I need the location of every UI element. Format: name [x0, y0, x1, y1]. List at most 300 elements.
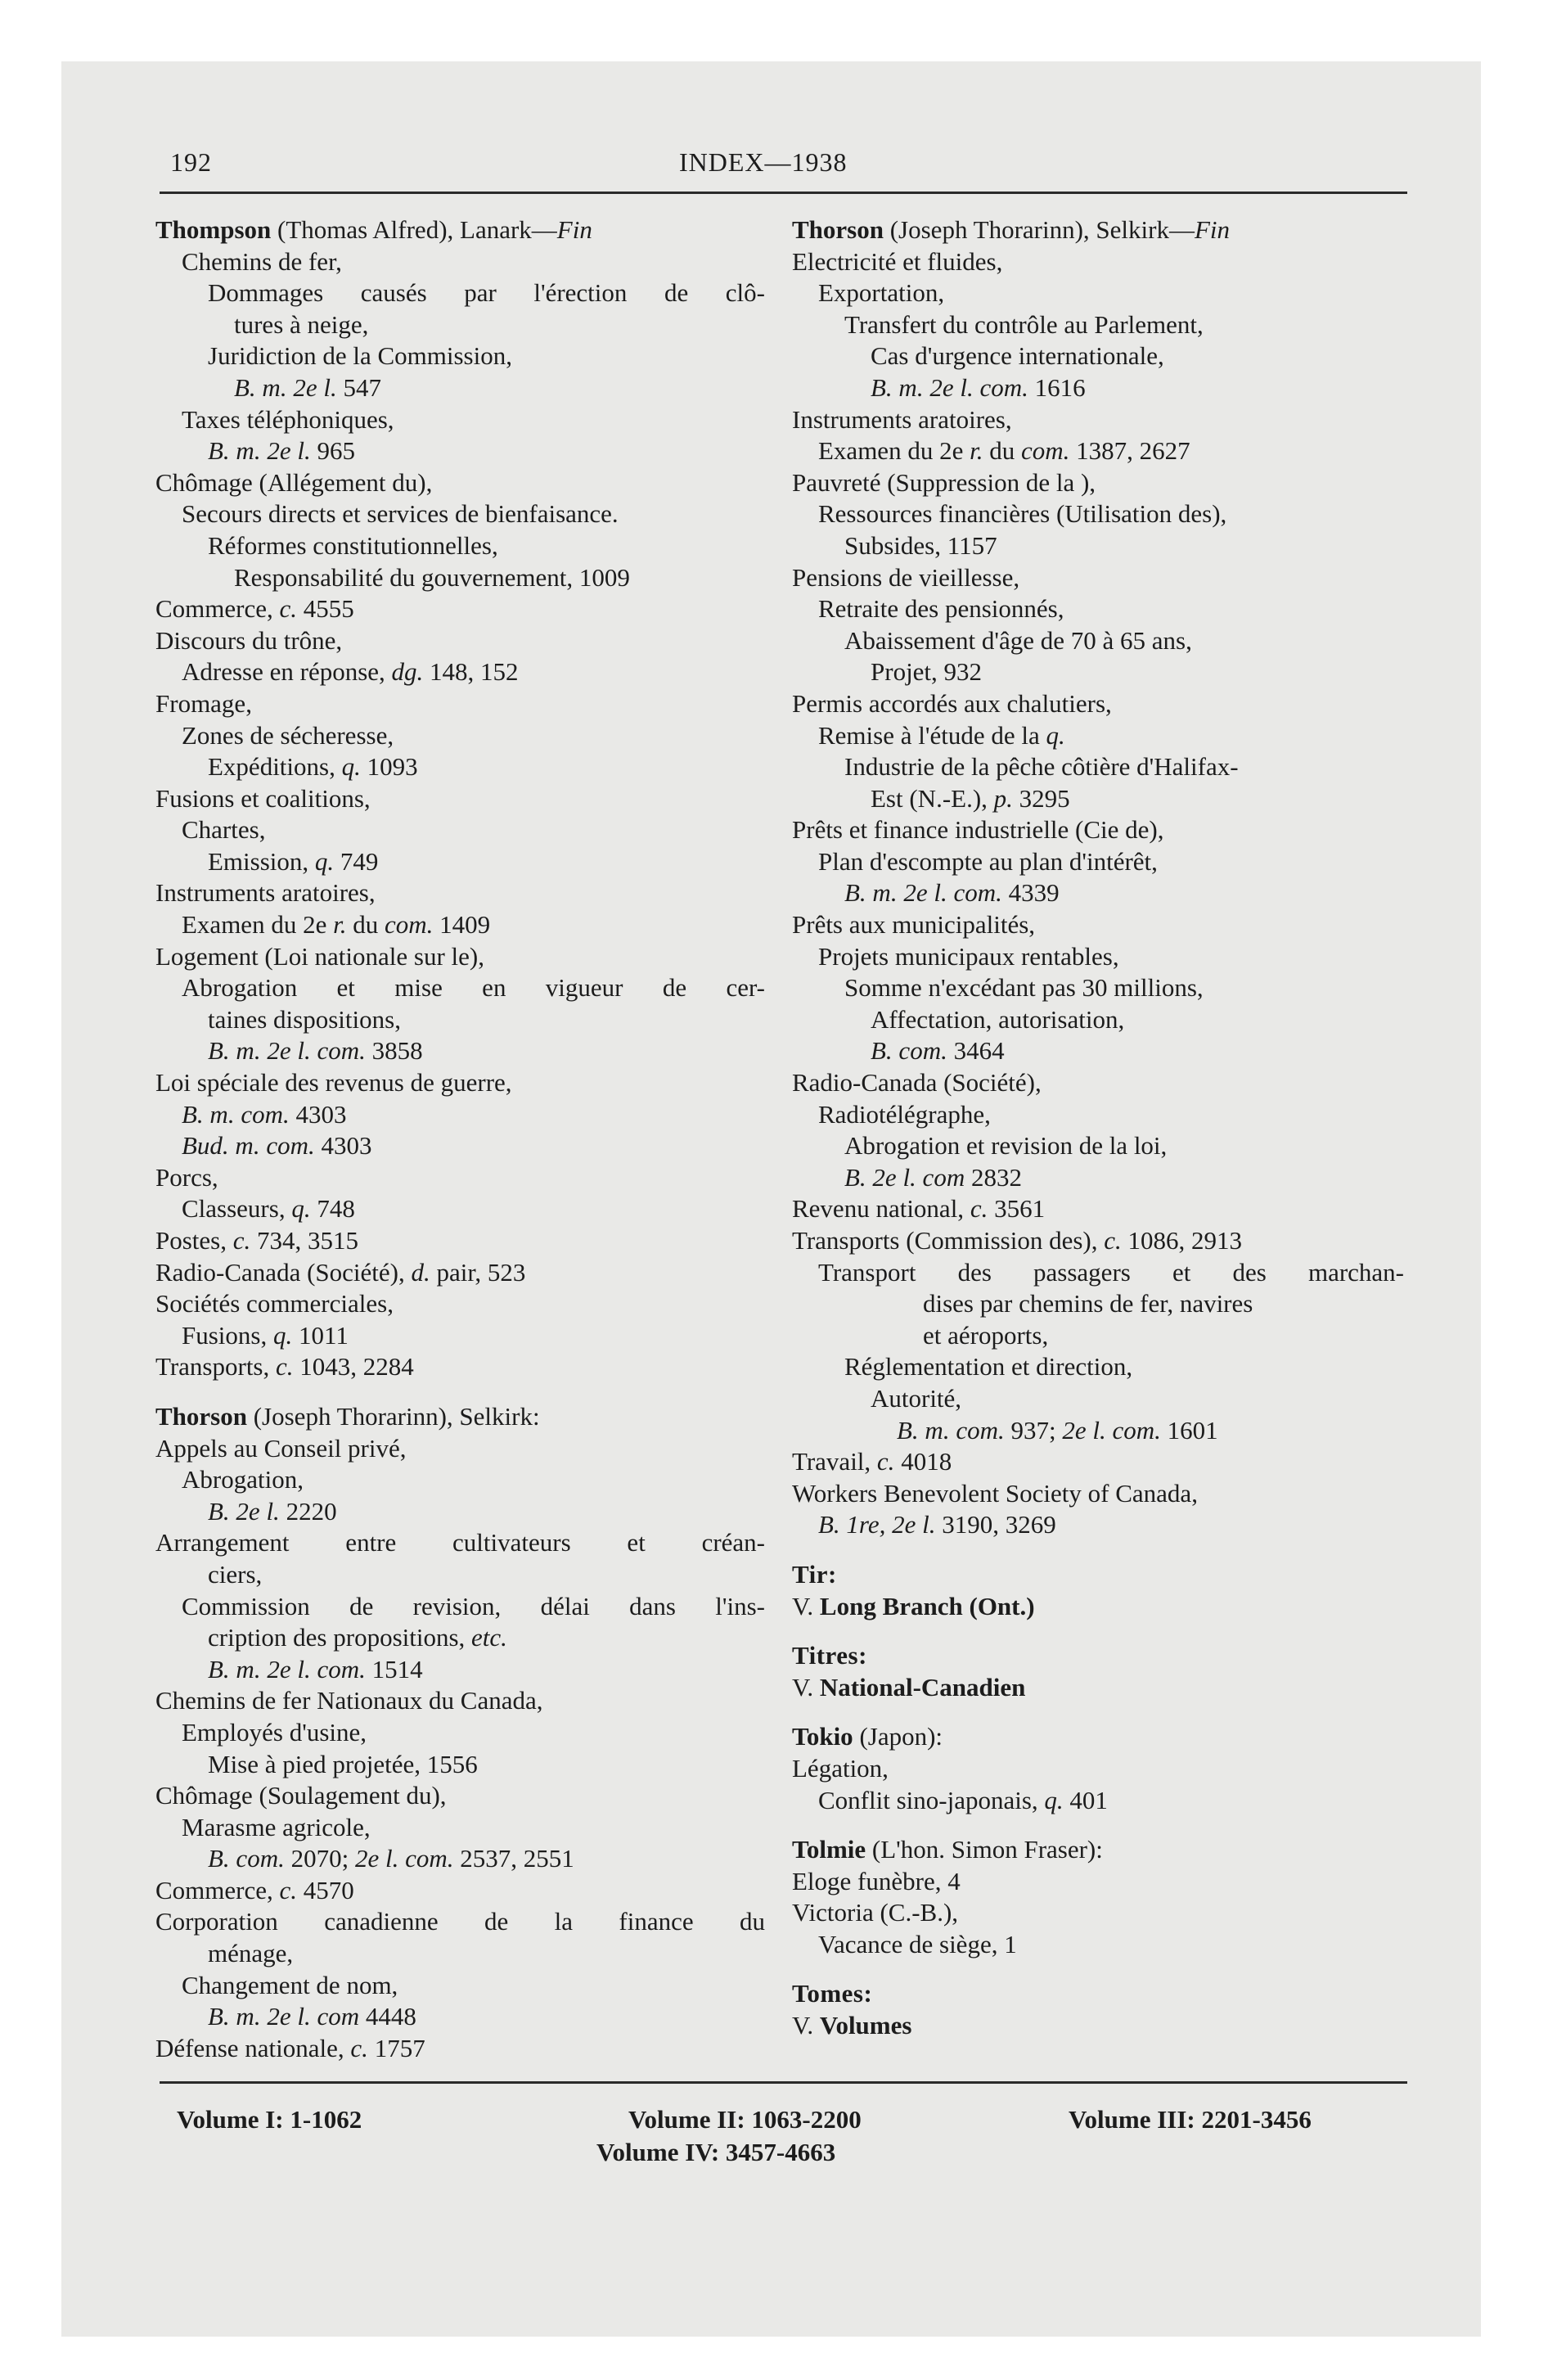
- index-line: [792, 1929, 1404, 1961]
- index-text: Eloge funèbre, 4: [792, 1866, 961, 1895]
- index-text: B. m. 2e l.: [234, 372, 337, 402]
- index-line: [155, 1320, 765, 1352]
- index-text: Conflit sino-japonais,: [818, 1785, 1045, 1814]
- index-page-ref: 1086, 2913: [1121, 1226, 1242, 1255]
- index-cross-reference: National-Canadien: [819, 1672, 1026, 1702]
- index-abbrev: c.: [279, 594, 298, 624]
- index-page-ref: 1043, 2284: [293, 1352, 414, 1382]
- index-line: [792, 846, 1404, 878]
- index-line: [155, 814, 765, 846]
- index-text: Commission de revision, délai dans l'ins-: [182, 1591, 765, 1620]
- index-line: [155, 1559, 765, 1591]
- index-text: Réformes constitutionnelles,: [208, 530, 498, 560]
- index-text: Examen du 2e: [818, 436, 970, 466]
- index-line: [792, 593, 1404, 625]
- index-line: [792, 2010, 1404, 2042]
- index-page-ref: 1011: [292, 1320, 349, 1350]
- index-text: B. com.: [208, 1844, 285, 1873]
- index-heading-detail: (L'hon. Simon Fraser):: [866, 1835, 1103, 1864]
- index-text: Remise à l'étude de la: [818, 720, 1046, 750]
- index-line: [792, 498, 1404, 530]
- index-text: Abaissement d'âge de 70 à 65 ans,: [844, 625, 1192, 655]
- index-text: Emission,: [208, 846, 315, 876]
- index-text: Industrie de la pêche côtière d'Halifax-: [844, 752, 1239, 782]
- index-line: [792, 751, 1404, 783]
- index-abbrev: com.: [1020, 436, 1070, 466]
- index-line: [155, 1685, 765, 1717]
- index-heading-name: Thorson: [792, 215, 884, 244]
- index-page-ref: 2537, 2551: [453, 1844, 574, 1873]
- index-text: B. m. 2e l. com.: [871, 372, 1028, 402]
- index-line: [155, 909, 765, 941]
- index-text: Secours directs et services de bienfaisance.: [182, 499, 619, 529]
- entry-spacer: [792, 1541, 1404, 1559]
- index-text: Pensions de vieillesse,: [792, 562, 1020, 592]
- index-page-ref: 1093: [360, 752, 418, 782]
- index-abbrev: r.: [333, 910, 347, 940]
- index-line: [155, 1067, 765, 1099]
- index-line: [155, 2033, 765, 2065]
- index-line: [155, 1843, 765, 1875]
- index-line: [155, 467, 765, 499]
- index-page-ref: 2070;: [284, 1844, 355, 1873]
- index-text: Instruments aratoires,: [155, 878, 376, 908]
- index-line: [155, 941, 765, 973]
- index-text: Prêts et finance industrielle (Cie de),: [792, 815, 1164, 845]
- index-line: [792, 1162, 1404, 1194]
- index-line: [155, 1622, 765, 1654]
- index-line: [155, 688, 765, 720]
- index-text: Permis accordés aux chalutiers,: [792, 688, 1112, 718]
- index-abbrev: com.: [384, 910, 434, 940]
- index-heading-name: Thorson: [155, 1401, 247, 1431]
- index-heading-detail: (Japon):: [853, 1722, 943, 1751]
- footer-rule: [160, 2081, 1407, 2084]
- index-text: Radiotélégraphe,: [818, 1099, 991, 1129]
- index-line: [792, 941, 1404, 973]
- index-line: [792, 309, 1404, 341]
- index-line: [155, 1130, 765, 1162]
- index-continued-mark: Fin: [1194, 215, 1231, 244]
- index-line: [792, 877, 1404, 909]
- index-page-ref: 965: [310, 436, 355, 466]
- index-line: [155, 877, 765, 909]
- index-text: Exportation,: [818, 278, 945, 308]
- page-number: 192: [170, 147, 212, 177]
- index-heading: Titres:: [792, 1641, 867, 1670]
- index-text: Postes,: [155, 1226, 233, 1255]
- index-text: V.: [792, 1672, 820, 1702]
- index-abbrev: q.: [272, 1320, 293, 1350]
- index-abbrev: r.: [970, 436, 983, 466]
- index-text: Appels au Conseil privé,: [155, 1433, 407, 1463]
- index-text: Classeurs,: [182, 1194, 292, 1224]
- index-abbrev: 2e l. com.: [1062, 1415, 1161, 1445]
- index-text: Retraite des pensionnés,: [818, 594, 1064, 624]
- index-line: [792, 467, 1404, 499]
- index-abbrev: q.: [314, 846, 335, 876]
- index-page-ref: 4018: [894, 1447, 952, 1476]
- index-page-ref: 1616: [1028, 372, 1086, 402]
- index-text: Chemins de fer,: [182, 246, 342, 276]
- index-line: [155, 720, 765, 752]
- index-text: du: [346, 910, 385, 940]
- index-line: [155, 593, 765, 625]
- index-text: Transfert du contrôle au Parlement,: [844, 309, 1204, 339]
- index-line: [792, 340, 1404, 372]
- index-line: [155, 1288, 765, 1320]
- index-line: [792, 1446, 1404, 1478]
- index-line: [155, 1035, 765, 1067]
- index-heading-name: Tokio: [792, 1722, 853, 1751]
- index-line: [792, 1383, 1404, 1415]
- index-abbrev: d.: [411, 1257, 430, 1287]
- index-line: [792, 404, 1404, 436]
- index-heading: Tir:: [792, 1559, 837, 1589]
- index-text: B. m. com.: [897, 1415, 1005, 1445]
- index-line: [792, 1193, 1404, 1225]
- index-page-ref: 4570: [297, 1875, 354, 1904]
- index-text: Cas d'urgence internationale,: [871, 341, 1164, 371]
- index-line: [155, 404, 765, 436]
- index-page-ref: 547: [336, 372, 381, 402]
- index-line: [155, 1938, 765, 1970]
- index-text: B. 1re, 2e l.: [818, 1510, 936, 1539]
- index-heading: Tomes:: [792, 1979, 873, 2008]
- footer-volume-4: Volume IV: 3457-4663: [596, 2138, 836, 2166]
- index-line: [155, 1654, 765, 1686]
- index-text: Instruments aratoires,: [792, 404, 1012, 434]
- index-line: [792, 1415, 1404, 1447]
- index-line: [155, 656, 765, 688]
- index-text: Adresse en réponse,: [182, 657, 392, 687]
- index-abbrev: 2e l. com.: [354, 1844, 454, 1873]
- index-text: tures à neige,: [234, 309, 369, 339]
- index-line: [792, 1834, 1404, 1866]
- index-text: Légation,: [792, 1753, 889, 1783]
- index-page-ref: 148, 152: [423, 657, 519, 687]
- index-line: [792, 1640, 1404, 1672]
- index-column-left: [155, 214, 765, 2064]
- index-line: [155, 751, 765, 783]
- index-text: Chemins de fer Nationaux du Canada,: [155, 1686, 543, 1715]
- index-page-ref: 1387, 2627: [1069, 436, 1190, 466]
- index-text: B. m. 2e l. com.: [208, 1036, 366, 1066]
- index-line: [792, 1288, 1404, 1320]
- index-page-ref: 1757: [367, 2033, 425, 2062]
- index-page-ref: 734, 3515: [250, 1226, 359, 1255]
- index-text: V.: [792, 1591, 820, 1620]
- index-page-ref: 2832: [965, 1162, 1022, 1192]
- index-line: [155, 1351, 765, 1383]
- index-text: Fusions,: [182, 1320, 273, 1350]
- index-page-ref: 401: [1063, 1785, 1108, 1814]
- index-text: Expéditions,: [208, 752, 342, 782]
- index-line: [155, 2001, 765, 2033]
- index-text: Chartes,: [182, 815, 266, 845]
- index-line: [155, 783, 765, 815]
- entry-spacer: [155, 1383, 765, 1401]
- index-continued-mark: Fin: [556, 215, 592, 244]
- index-line: [792, 814, 1404, 846]
- index-line: [792, 688, 1404, 720]
- index-line: [155, 1193, 765, 1225]
- index-text: Loi spéciale des revenus de guerre,: [155, 1068, 512, 1098]
- footer-volume-3: Volume III: 2201-3456: [1069, 2105, 1312, 2134]
- index-line: [792, 1225, 1404, 1257]
- index-text: Sociétés commerciales,: [155, 1289, 394, 1318]
- index-text: Electricité et fluides,: [792, 246, 1003, 276]
- index-line: [792, 1978, 1404, 2010]
- index-text: Abrogation,: [182, 1465, 304, 1494]
- index-text: Transports,: [155, 1352, 276, 1382]
- index-line: [155, 340, 765, 372]
- index-text: Défense nationale,: [155, 2033, 351, 2062]
- index-line: [792, 1672, 1404, 1704]
- index-page-ref: 3464: [947, 1036, 1005, 1066]
- index-text: Est (N.-E.),: [871, 783, 994, 813]
- index-line: [155, 1717, 765, 1749]
- running-head: [106, 147, 1415, 180]
- index-abbrev: q.: [291, 1194, 311, 1224]
- index-text: Responsabilité du gouvernement, 1009: [234, 562, 630, 592]
- index-text: Employés d'usine,: [182, 1717, 367, 1747]
- index-text: Changement de nom,: [182, 1970, 398, 1999]
- index-page-ref: 4303: [314, 1131, 372, 1161]
- index-text: Subsides, 1157: [844, 530, 997, 560]
- index-line: [792, 1753, 1404, 1785]
- index-heading-name: Thompson: [155, 215, 272, 244]
- index-line: [155, 972, 765, 1004]
- index-page-ref: 748: [310, 1194, 355, 1224]
- index-line: [155, 562, 765, 594]
- index-text: Logement (Loi nationale sur le),: [155, 941, 485, 971]
- index-line: [792, 972, 1404, 1004]
- index-text: Réglementation et direction,: [844, 1352, 1133, 1382]
- index-line: [155, 214, 765, 246]
- index-page-ref: 1409: [433, 910, 491, 940]
- index-page-ref: 2220: [279, 1496, 337, 1526]
- index-text: Taxes téléphoniques,: [182, 404, 394, 434]
- index-text: ménage,: [208, 1939, 294, 1968]
- index-column-right: [792, 214, 1404, 2042]
- index-heading-name: Tolmie: [792, 1835, 866, 1864]
- index-abbrev: q.: [1046, 720, 1065, 750]
- index-line: [155, 625, 765, 657]
- index-text: Mise à pied projetée, 1556: [208, 1749, 478, 1778]
- index-text: Radio-Canada (Société),: [155, 1257, 412, 1287]
- index-line: [792, 1721, 1404, 1753]
- index-text: et aéroports,: [923, 1320, 1049, 1350]
- index-page-ref: 4448: [359, 2002, 416, 2031]
- index-page-ref: pair, 523: [430, 1257, 526, 1287]
- index-heading-detail: (Joseph Thorarinn), Selkirk—: [883, 215, 1195, 244]
- index-abbrev: c.: [1104, 1226, 1122, 1255]
- footer-volume-1: Volume I: 1-1062: [177, 2105, 362, 2134]
- index-text: Abrogation et mise en vigueur de cer-: [182, 973, 765, 1003]
- index-line: [792, 1130, 1404, 1162]
- index-text: Transports (Commission des),: [792, 1226, 1105, 1255]
- index-text: Arrangement entre cultivateurs et créan-: [155, 1528, 765, 1557]
- index-line: [155, 309, 765, 341]
- index-text: Autorité,: [871, 1383, 962, 1413]
- index-line: [155, 1162, 765, 1194]
- index-text: Commerce,: [155, 1875, 280, 1904]
- index-text: dises par chemins de fer, navires: [923, 1289, 1253, 1318]
- index-line: [792, 656, 1404, 688]
- index-text: Plan d'escompte au plan d'intérêt,: [818, 846, 1158, 876]
- index-abbrev: c.: [970, 1194, 988, 1224]
- index-line: [792, 1478, 1404, 1510]
- entry-spacer: [792, 1960, 1404, 1978]
- index-page-ref: 3561: [988, 1194, 1046, 1224]
- index-page-ref: 4303: [289, 1099, 347, 1129]
- index-text: Corporation canadienne de la finance du: [155, 1907, 765, 1936]
- index-line: [792, 1320, 1404, 1352]
- index-line: [155, 1970, 765, 2002]
- index-line: [155, 372, 765, 404]
- index-text: Somme n'excédant pas 30 millions,: [844, 973, 1204, 1003]
- index-abbrev: c.: [876, 1447, 895, 1476]
- index-text: Dommages causés par l'érection de clô-: [208, 278, 765, 308]
- index-text: Projets municipaux rentables,: [818, 941, 1119, 971]
- index-abbrev: p.: [993, 783, 1013, 813]
- index-line: [792, 1559, 1404, 1591]
- index-text: Fromage,: [155, 688, 252, 718]
- index-line: [155, 1464, 765, 1496]
- index-line: [155, 1591, 765, 1623]
- index-abbrev: dg.: [391, 657, 424, 687]
- index-abbrev: c.: [232, 1226, 251, 1255]
- index-line: [792, 1866, 1404, 1898]
- footer-volume-2: Volume II: 1063-2200: [628, 2105, 862, 2134]
- index-page-ref: 937;: [1004, 1415, 1063, 1445]
- index-line: [792, 1067, 1404, 1099]
- index-line: [792, 909, 1404, 941]
- index-text: du: [983, 436, 1021, 466]
- index-text: Prêts aux municipalités,: [792, 910, 1036, 940]
- index-page-ref: 3295: [1012, 783, 1070, 813]
- index-line: [792, 435, 1404, 467]
- index-text: Fusions et coalitions,: [155, 783, 371, 813]
- index-text: Commerce,: [155, 594, 280, 624]
- index-page-ref: 3858: [365, 1036, 423, 1066]
- index-line: [155, 246, 765, 278]
- index-line: [792, 1257, 1404, 1289]
- index-abbrev: c.: [276, 1352, 294, 1382]
- index-text: Abrogation et revision de la loi,: [844, 1131, 1168, 1161]
- entry-spacer: [792, 1816, 1404, 1834]
- index-line: [155, 1875, 765, 1907]
- index-page-ref: 1601: [1160, 1415, 1218, 1445]
- index-line: [792, 1035, 1404, 1067]
- index-text: Discours du trône,: [155, 625, 343, 655]
- index-line: [792, 1004, 1404, 1036]
- index-cross-reference: Volumes: [819, 2011, 912, 2040]
- index-abbrev: q.: [341, 752, 361, 782]
- index-text: Pauvreté (Suppression de la ),: [792, 467, 1096, 497]
- index-text: Vacance de siège, 1: [818, 1929, 1017, 1959]
- entry-spacer: [792, 1622, 1404, 1640]
- index-line: [155, 1906, 765, 1938]
- index-line: [792, 625, 1404, 657]
- index-text: B. m. 2e l. com.: [208, 1654, 366, 1684]
- index-line: [155, 1496, 765, 1528]
- index-text: Marasme agricole,: [182, 1812, 371, 1841]
- index-line: [792, 1509, 1404, 1541]
- index-line: [792, 530, 1404, 562]
- index-line: [155, 1257, 765, 1289]
- index-abbrev: etc.: [471, 1623, 507, 1652]
- index-abbrev: c.: [350, 2033, 368, 2062]
- index-text: Examen du 2e: [182, 910, 334, 940]
- index-line: [155, 1749, 765, 1781]
- index-line: [155, 846, 765, 878]
- index-line: [155, 277, 765, 309]
- index-line: [155, 498, 765, 530]
- index-text: Revenu national,: [792, 1194, 970, 1224]
- index-line: [155, 1433, 765, 1465]
- index-text: cription des propositions,: [208, 1623, 472, 1652]
- index-line: [792, 1897, 1404, 1929]
- index-page-ref: 4339: [1001, 878, 1060, 908]
- index-text: B. m. 2e l. com: [208, 2002, 360, 2031]
- index-text: Workers Benevolent Society of Canada,: [792, 1478, 1198, 1508]
- index-text: Bud. m. com.: [182, 1131, 315, 1161]
- index-line: [155, 1401, 765, 1433]
- page-title: INDEX—1938: [679, 147, 848, 177]
- index-text: B. 2e l.: [208, 1496, 280, 1526]
- index-line: [155, 1225, 765, 1257]
- index-line: [792, 783, 1404, 815]
- index-abbrev: c.: [279, 1875, 298, 1904]
- index-heading-detail: (Joseph Thorarinn), Selkirk:: [246, 1401, 540, 1431]
- index-text: B. m. 2e l. com.: [844, 878, 1002, 908]
- index-line: [792, 214, 1404, 246]
- index-text: Victoria (C.-B.),: [792, 1898, 959, 1927]
- index-text: B. m. 2e l.: [208, 436, 311, 466]
- index-cross-reference: Long Branch (Ont.): [819, 1591, 1035, 1620]
- index-text: Ressources financières (Utilisation des),: [818, 499, 1227, 529]
- index-text: Radio-Canada (Société),: [792, 1068, 1042, 1098]
- index-page-ref: 1514: [365, 1654, 423, 1684]
- index-line: [792, 246, 1404, 278]
- index-heading-detail: (Thomas Alfred), Lanark—: [271, 215, 557, 244]
- index-line: [155, 1527, 765, 1559]
- index-text: taines dispositions,: [208, 1004, 401, 1034]
- index-line: [792, 277, 1404, 309]
- index-text: V.: [792, 2011, 820, 2040]
- index-line: [155, 530, 765, 562]
- index-line: [155, 435, 765, 467]
- index-text: Zones de sécheresse,: [182, 720, 394, 750]
- index-line: [155, 1780, 765, 1812]
- index-page-ref: 749: [334, 846, 379, 876]
- index-line: [155, 1099, 765, 1131]
- index-line: [792, 1099, 1404, 1131]
- index-line: [792, 1351, 1404, 1383]
- index-abbrev: q.: [1044, 1785, 1064, 1814]
- index-line: [792, 720, 1404, 752]
- index-text: Juridiction de la Commission,: [208, 341, 512, 371]
- index-line: [155, 1004, 765, 1036]
- index-page-ref: 3190, 3269: [935, 1510, 1056, 1539]
- header-rule: [160, 192, 1407, 194]
- index-text: B. 2e l. com: [844, 1162, 965, 1192]
- index-line: [792, 562, 1404, 594]
- entry-spacer: [792, 1703, 1404, 1721]
- index-page-ref: 4555: [297, 594, 354, 624]
